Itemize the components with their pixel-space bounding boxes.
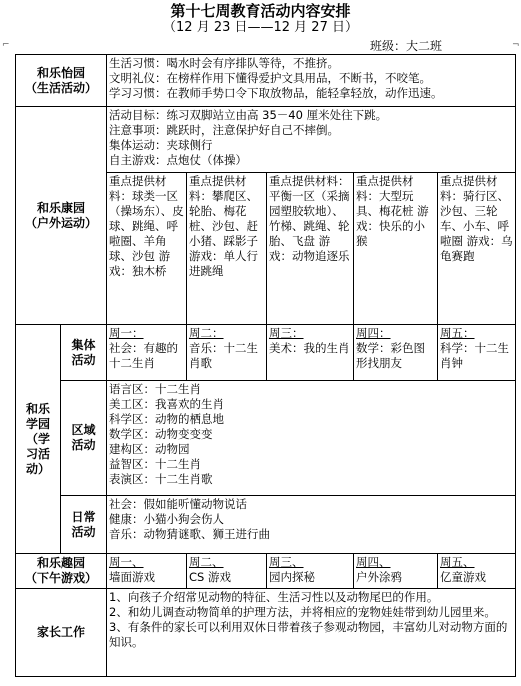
qu-content: 户外涂鸦 (356, 570, 403, 584)
qu-day-cell (438, 554, 516, 589)
area-line: 数学区：动物变变变 (109, 427, 213, 441)
heyi-line: 学习习惯：在教师手势口令下取放物品，能轻拿轻放，动作迅速。 (109, 86, 443, 100)
kang-zone-text: 重点提供材料：大型玩具、梅花桩 游戏：快乐的小猴 (356, 174, 429, 248)
kang-zone-text: 重点提供材料：攀爬区、轮胎、梅花桩、沙包、赶小猪、踩影子游戏：单人行进跳绳 (189, 174, 259, 278)
kang-content (107, 107, 516, 173)
kang-label-name: 和乐康园 (37, 200, 86, 215)
area-line: 表演区：十二生肖歌 (109, 472, 213, 486)
qu-label-name: 和乐趣园 (37, 556, 86, 570)
group-day: 周二： (189, 326, 224, 340)
group-content: 音乐：十二生肖歌 (189, 341, 259, 370)
parent-item: 1、向孩子介绍常见动物的特征、生活习性以及动物尾巴的作用。 (109, 590, 439, 604)
area-label-part: 区域 (71, 423, 96, 437)
heyi-line: 文明礼仪：在榜样作用下懂得爱护文具用品，不断书，不咬笔。 (109, 71, 432, 85)
xue-label-part: 和乐 (25, 401, 50, 416)
group-day-cell (107, 325, 187, 381)
daily-label-part: 日常 (71, 509, 96, 524)
daily-line: 音乐：动物猜谜歌、狮王进行曲 (109, 527, 271, 541)
heyi-label-type: （生活活动） (25, 80, 98, 95)
qu-day: 周三、 (269, 555, 304, 569)
xue-label-part: （学 (25, 431, 50, 446)
row-kang-info (16, 107, 516, 173)
group-day: 周三： (269, 326, 304, 340)
daily-content (107, 496, 516, 554)
area-line: 科学区：动物的栖息地 (109, 412, 225, 426)
row-xue-area (16, 381, 516, 496)
qu-day-cell (354, 554, 438, 589)
kang-zone-text: 重点提供材料：平衡一区（采摘园塑胶软地）、竹梯、跳绳、轮胎、飞盘 游戏：动物追逐乐 (269, 174, 350, 263)
qu-content: 园内探秘 (269, 570, 316, 584)
kang-zone (107, 173, 187, 325)
document-title: 第十七周教育活动内容安排 (170, 2, 351, 20)
kang-zone (354, 173, 438, 325)
area-label-part: 活动 (71, 438, 96, 452)
parent-content (107, 589, 516, 677)
parent-item: 2、和幼儿调查动物简单的护理方法，并将相应的宠物娃娃带到幼儿园里来。 (109, 605, 496, 619)
group-label-part: 集体 (71, 337, 96, 352)
xue-label-part: 学园 (25, 416, 50, 431)
area-activity-label (61, 381, 107, 496)
qu-day-cell (267, 554, 354, 589)
daily-line: 健康：小猫小狗会伤人 (109, 512, 225, 526)
heyi-content (107, 55, 516, 107)
heyi-label-name: 和乐怡园 (37, 65, 86, 80)
area-line: 美工区：我喜欢的生肖 (109, 397, 225, 411)
qu-day: 周四、 (356, 555, 391, 569)
qu-content: CS 游戏 (189, 570, 232, 584)
qu-day: 周一、 (109, 555, 144, 569)
kang-zone-text: 重点提供材料：球类一区（操场东）、皮球、跳绳、呼啦圈、羊角球、沙包 游戏：独木桥 (109, 174, 184, 278)
kang-label-type: （户外运动） (25, 215, 98, 230)
area-line: 益智区：十二生肖 (109, 457, 202, 471)
qu-label (16, 554, 107, 589)
daily-label-part: 活动 (71, 524, 96, 539)
group-day: 周四： (356, 326, 391, 340)
daily-line: 社会：假如能听懂动物说话 (109, 497, 248, 511)
kang-line: 注意事项：跳跃时，注意保护好自己不摔倒。 (109, 123, 340, 137)
class-label: 班级：大二班 (370, 39, 443, 53)
qu-day: 周二、 (189, 555, 224, 569)
qu-day-cell (107, 554, 187, 589)
row-xue-group (16, 325, 516, 381)
schedule-table (15, 54, 516, 677)
row-qu (16, 554, 516, 589)
row-parent (16, 589, 516, 677)
parent-item: 3、有条件的家长可以利用双休日带着孩子参观动物园，丰富幼儿对动物方面的知识。 (109, 620, 508, 649)
parent-label-text: 家长工作 (37, 625, 86, 639)
paragraph-mark-left: ⌐ (2, 40, 10, 50)
xue-label (16, 325, 61, 554)
group-day: 周五： (440, 326, 475, 340)
kang-line: 集体运动：夹球侧行 (109, 138, 213, 152)
group-activity-label (61, 325, 107, 381)
daily-activity-label (61, 496, 107, 554)
kang-zone (187, 173, 267, 325)
kang-line: 自主游戏：点炮仗（体操） (109, 153, 248, 167)
area-line: 建构区：动物园 (109, 442, 190, 456)
area-line: 语言区：十二生肖 (109, 382, 202, 396)
heyi-line: 生活习惯：喝水时会有序排队等待，不推挤。 (109, 56, 340, 70)
qu-label-type: （下午游戏） (25, 571, 98, 585)
qu-day: 周五、 (440, 555, 475, 569)
qu-content: 亿童游戏 (440, 570, 487, 584)
date-range: （12 月 23 日——12 月 27 日） (163, 20, 358, 35)
paragraph-mark-right: ¬ (512, 40, 520, 50)
kang-label (16, 107, 107, 325)
heyi-label (16, 55, 107, 107)
group-day-cell (354, 325, 438, 381)
group-day-cell (187, 325, 267, 381)
qu-content: 墙面游戏 (109, 570, 156, 584)
kang-zone-text: 重点提供材料：骑行区、沙包、三轮车、小车、呼啦圈 游戏：乌龟赛跑 (440, 174, 513, 263)
group-day-cell (267, 325, 354, 381)
group-content: 美术：我的生肖 (269, 341, 350, 355)
group-day: 周一： (109, 326, 144, 340)
group-content: 科学：十二生肖钟 (440, 341, 510, 370)
row-xue-daily (16, 496, 516, 554)
kang-zone (267, 173, 354, 325)
group-content: 数学：彩色图形找朋友 (356, 341, 426, 370)
qu-day-cell (187, 554, 267, 589)
group-day-cell (438, 325, 516, 381)
xue-label-part: 习活 (25, 446, 50, 461)
group-label-part: 活动 (71, 352, 96, 367)
row-heyi (16, 55, 516, 107)
xue-label-part: 动） (25, 461, 50, 476)
area-content (107, 381, 516, 496)
parent-label (16, 589, 107, 677)
group-content: 社会：有趣的十二生肖 (109, 341, 179, 370)
kang-zone (438, 173, 516, 325)
kang-line: 活动目标：练习双脚站立由高 35－40 厘米处往下跳。 (109, 108, 388, 122)
